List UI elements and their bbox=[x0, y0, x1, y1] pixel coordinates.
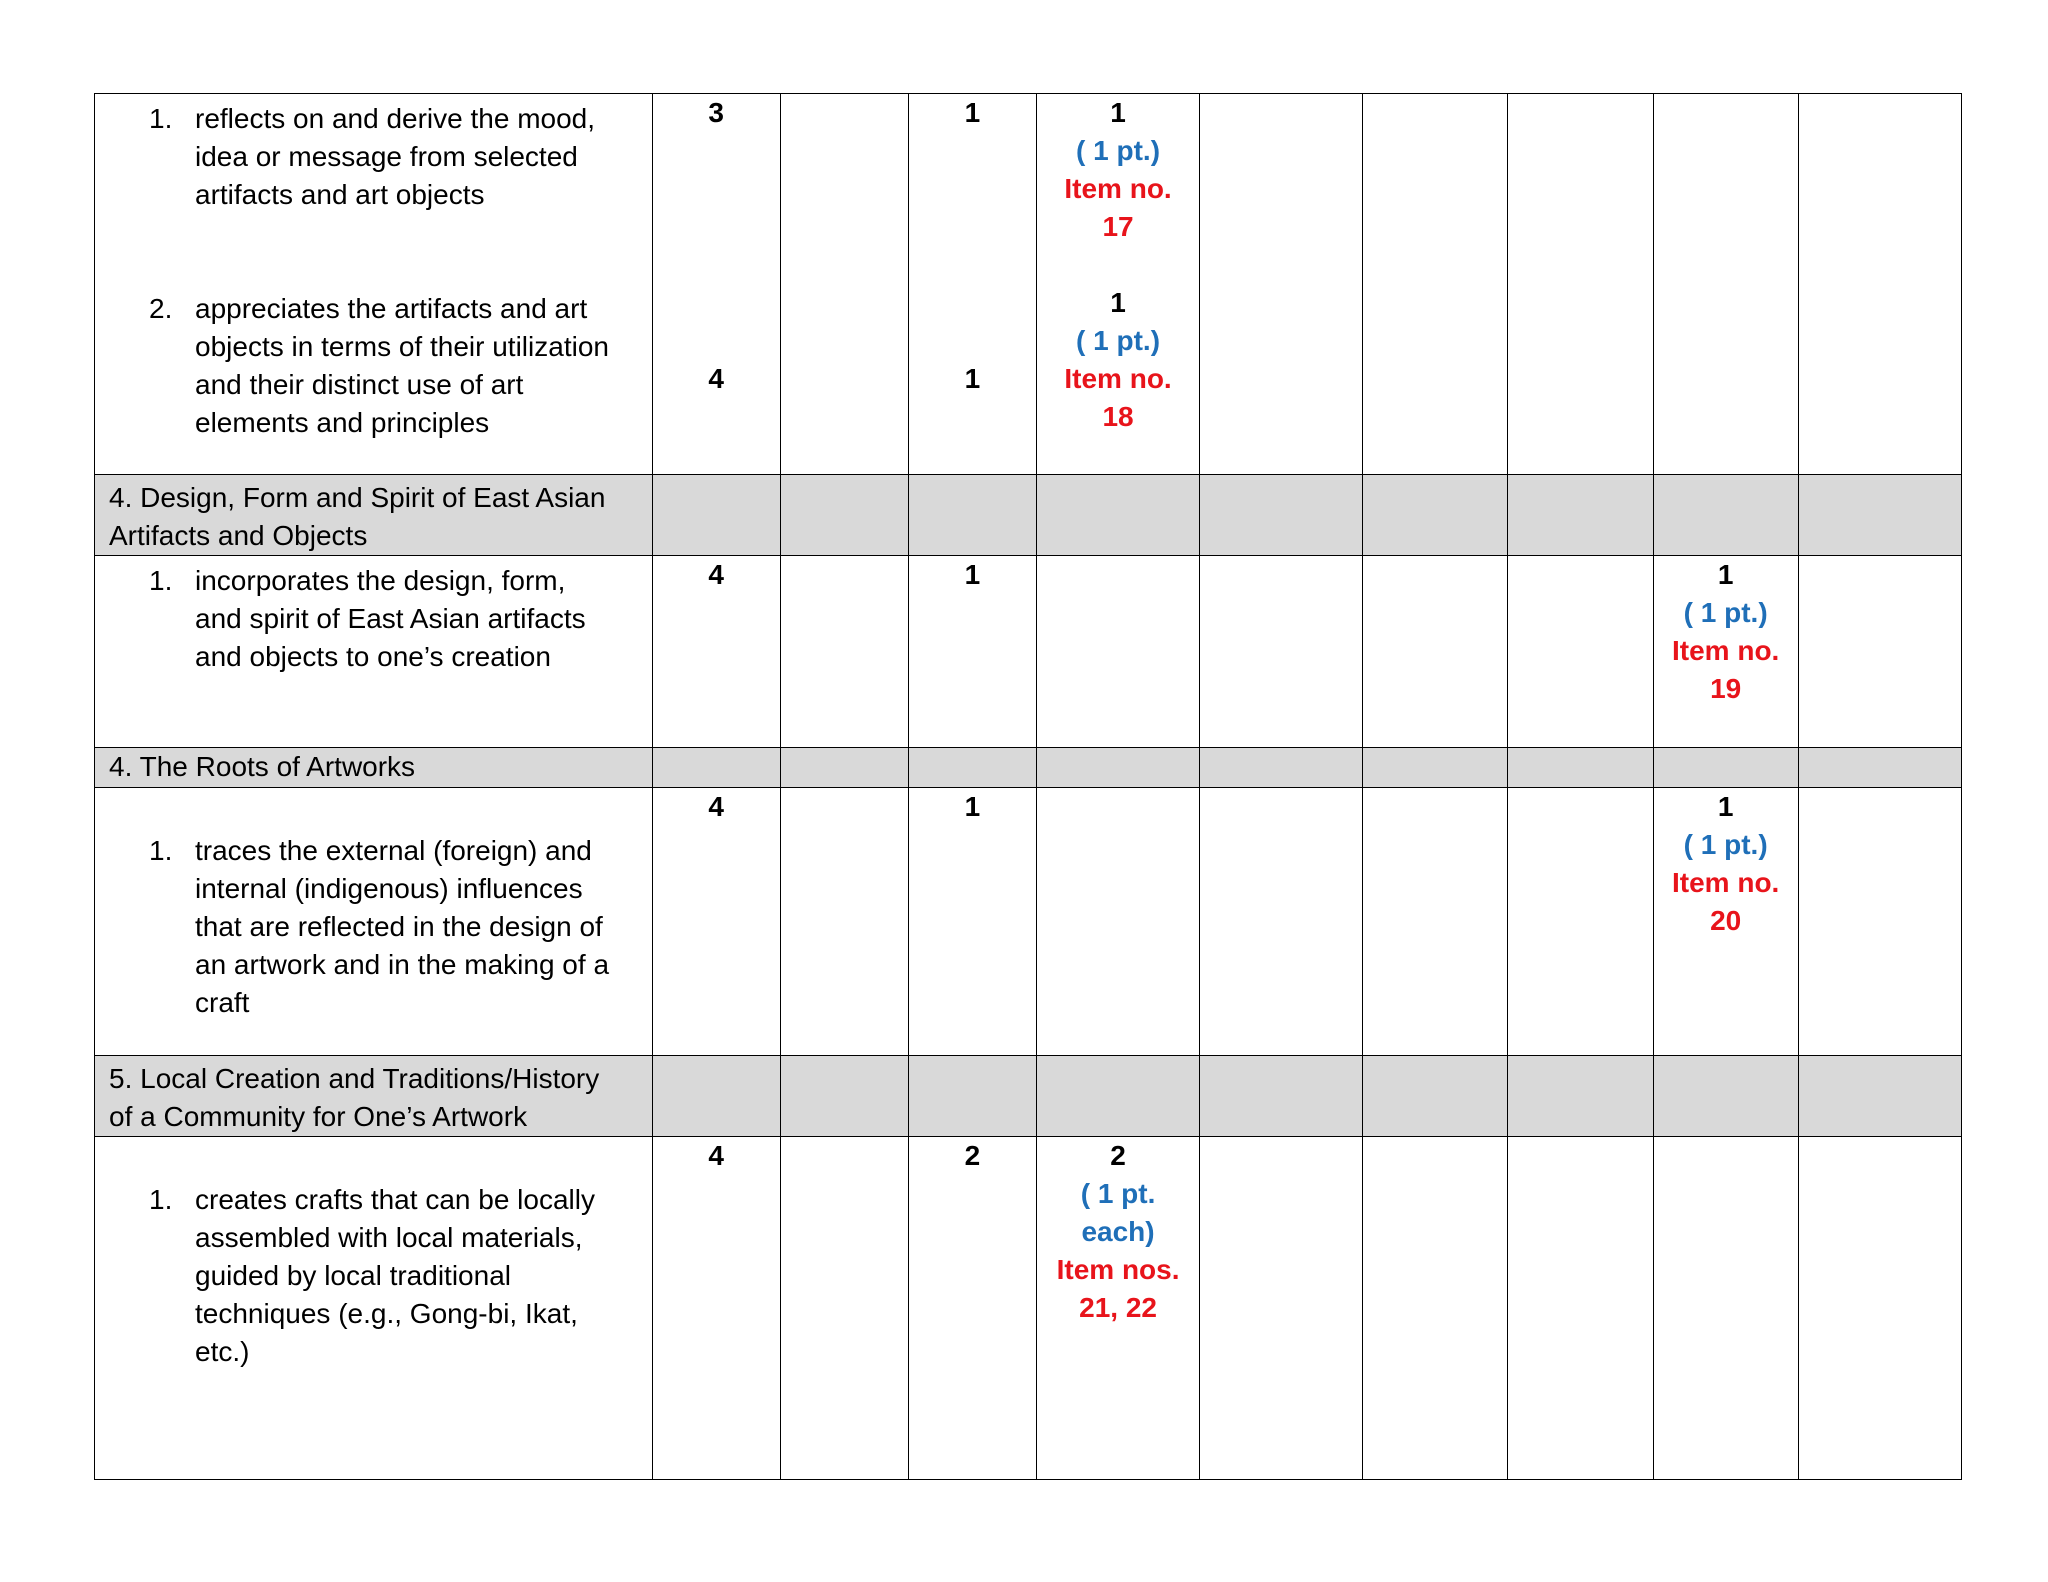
points-value: ( 1 pt. bbox=[1080, 1178, 1156, 1209]
section-row bbox=[95, 748, 1962, 788]
empty-cell bbox=[1363, 1056, 1508, 1137]
competency-line: elements and principles bbox=[195, 407, 490, 438]
empty-cell bbox=[1653, 94, 1798, 475]
items-value: 2 bbox=[964, 1140, 981, 1171]
empty-cell bbox=[1200, 475, 1363, 556]
list-item bbox=[95, 94, 652, 214]
items-value: 1 bbox=[964, 97, 981, 128]
item-label: Item no. bbox=[1064, 363, 1172, 394]
item-number: 1. bbox=[149, 1184, 173, 1215]
empty-cell bbox=[780, 1137, 908, 1480]
item-number: 1. bbox=[149, 565, 173, 596]
competency-line: and their distinct use of art bbox=[195, 369, 524, 400]
section-title-line: of a Community for One’s Artwork bbox=[109, 1101, 528, 1132]
section-title-line: 4. Design, Form and Spirit of East Asian bbox=[109, 482, 606, 513]
competency-line: objects in terms of their utilization bbox=[195, 331, 609, 362]
empty-cell bbox=[1798, 1137, 1961, 1480]
days-cell bbox=[652, 94, 780, 475]
competency-line: guided by local traditional bbox=[195, 1260, 511, 1291]
empty-cell bbox=[1653, 1056, 1798, 1137]
competency-line: etc.) bbox=[195, 1336, 250, 1367]
table-of-specifications bbox=[94, 93, 1962, 1480]
section-title-cell bbox=[95, 1056, 653, 1137]
empty-cell bbox=[1200, 556, 1363, 748]
items-value: 1 bbox=[964, 791, 981, 822]
item-number: 1. bbox=[149, 835, 173, 866]
days-value: 4 bbox=[708, 559, 724, 590]
remembering-cell bbox=[1036, 94, 1199, 475]
competency-line: appreciates the artifacts and art bbox=[195, 293, 588, 324]
days-value: 4 bbox=[708, 363, 724, 394]
item-label: Item no. bbox=[1064, 173, 1172, 204]
item-number: 1. bbox=[149, 103, 173, 134]
competency-line: craft bbox=[195, 987, 250, 1018]
empty-cell bbox=[1508, 1056, 1653, 1137]
empty-cell bbox=[1200, 748, 1363, 788]
creating-cell bbox=[1653, 788, 1798, 1056]
empty-cell bbox=[1200, 788, 1363, 1056]
empty-cell bbox=[1508, 748, 1653, 788]
empty-cell bbox=[908, 475, 1036, 556]
days-value: 3 bbox=[708, 97, 724, 128]
items-cell bbox=[908, 556, 1036, 748]
empty-cell bbox=[1508, 788, 1653, 1056]
points-value: ( 1 pt.) bbox=[1076, 325, 1161, 356]
competency-cell bbox=[95, 788, 653, 1056]
empty-cell bbox=[780, 94, 908, 475]
items-value: 1 bbox=[964, 559, 981, 590]
section-title-line: Artifacts and Objects bbox=[109, 520, 368, 551]
days-cell bbox=[652, 788, 780, 1056]
count-value: 1 bbox=[1717, 791, 1734, 822]
competency-line: and spirit of East Asian artifacts bbox=[195, 603, 586, 634]
item-label: Item no. bbox=[1671, 635, 1780, 666]
empty-cell bbox=[652, 475, 780, 556]
empty-cell bbox=[1363, 94, 1508, 475]
points-value: ( 1 pt.) bbox=[1683, 597, 1768, 628]
competency-line: assembled with local materials, bbox=[195, 1222, 583, 1253]
item-numbers: 20 bbox=[1710, 905, 1742, 936]
items-cell bbox=[908, 1137, 1036, 1480]
competency-cell bbox=[95, 1137, 653, 1480]
empty-cell bbox=[1363, 748, 1508, 788]
days-value: 4 bbox=[708, 1140, 724, 1171]
empty-cell bbox=[1036, 1056, 1199, 1137]
competency-line: internal (indigenous) influences bbox=[195, 873, 583, 904]
days-cell bbox=[652, 1137, 780, 1480]
item-numbers: 18 bbox=[1102, 401, 1134, 432]
empty-cell bbox=[1036, 788, 1199, 1056]
days-value: 4 bbox=[708, 791, 724, 822]
empty-cell bbox=[1653, 475, 1798, 556]
empty-cell bbox=[1798, 788, 1961, 1056]
table-row bbox=[95, 94, 1962, 475]
section-row bbox=[95, 1056, 1962, 1137]
empty-cell bbox=[652, 1056, 780, 1137]
remembering-cell bbox=[1036, 1137, 1199, 1480]
competency-line: artifacts and art objects bbox=[195, 179, 485, 210]
competency-line: and objects to one’s creation bbox=[195, 641, 551, 672]
empty-cell bbox=[908, 1056, 1036, 1137]
empty-cell bbox=[1036, 748, 1199, 788]
empty-cell bbox=[1036, 475, 1199, 556]
competency-line: reflects on and derive the mood, bbox=[195, 103, 596, 134]
items-value: 1 bbox=[964, 363, 981, 394]
points-value: ( 1 pt.) bbox=[1683, 829, 1768, 860]
empty-cell bbox=[1508, 94, 1653, 475]
section-title-cell bbox=[95, 748, 653, 788]
points-value: ( 1 pt.) bbox=[1076, 135, 1161, 166]
competency-line: techniques (e.g., Gong-bi, Ikat, bbox=[195, 1298, 578, 1329]
competency-cell bbox=[95, 556, 653, 748]
empty-cell bbox=[1798, 1056, 1961, 1137]
competency-line: creates crafts that can be locally bbox=[195, 1184, 595, 1215]
item-numbers: 21, 22 bbox=[1079, 1292, 1157, 1323]
section-row bbox=[95, 475, 1962, 556]
empty-cell bbox=[1508, 556, 1653, 748]
empty-cell bbox=[780, 1056, 908, 1137]
empty-cell bbox=[652, 748, 780, 788]
empty-cell bbox=[1363, 475, 1508, 556]
empty-cell bbox=[1798, 475, 1961, 556]
competency-line: an artwork and in the making of a bbox=[195, 949, 610, 980]
competency-line: traces the external (foreign) and bbox=[195, 835, 592, 866]
items-cell bbox=[908, 788, 1036, 1056]
competency-line: incorporates the design, form, bbox=[195, 565, 566, 596]
list-item bbox=[95, 788, 652, 1022]
empty-cell bbox=[1200, 94, 1363, 475]
empty-cell bbox=[1653, 748, 1798, 788]
creating-cell bbox=[1653, 556, 1798, 748]
item-label: Item no. bbox=[1671, 867, 1780, 898]
section-title-line: 4. The Roots of Artworks bbox=[109, 751, 416, 782]
item-numbers: 19 bbox=[1710, 673, 1742, 704]
empty-cell bbox=[780, 748, 908, 788]
competency-line: idea or message from selected bbox=[195, 141, 578, 172]
empty-cell bbox=[1200, 1137, 1363, 1480]
count-value: 1 bbox=[1110, 97, 1126, 128]
item-label: Item nos. bbox=[1056, 1254, 1180, 1285]
empty-cell bbox=[1036, 556, 1199, 748]
empty-cell bbox=[1798, 94, 1961, 475]
empty-cell bbox=[1200, 1056, 1363, 1137]
competency-line: that are reflected in the design of bbox=[195, 911, 603, 942]
empty-cell bbox=[780, 556, 908, 748]
count-value: 1 bbox=[1110, 287, 1126, 318]
points-value: each) bbox=[1081, 1216, 1155, 1247]
empty-cell bbox=[1363, 556, 1508, 748]
competency-cell bbox=[95, 94, 653, 475]
count-value: 1 bbox=[1717, 559, 1734, 590]
empty-cell bbox=[1653, 1137, 1798, 1480]
items-cell bbox=[908, 94, 1036, 475]
days-cell bbox=[652, 556, 780, 748]
empty-cell bbox=[1798, 748, 1961, 788]
section-title-line: 5. Local Creation and Traditions/History bbox=[109, 1063, 600, 1094]
count-value: 2 bbox=[1110, 1140, 1126, 1171]
table-row bbox=[95, 1137, 1962, 1480]
list-item bbox=[95, 1137, 652, 1371]
list-item bbox=[95, 556, 652, 676]
empty-cell bbox=[1508, 475, 1653, 556]
list-item bbox=[95, 290, 652, 442]
item-numbers: 17 bbox=[1102, 211, 1134, 242]
table-row bbox=[95, 556, 1962, 748]
item-number: 2. bbox=[149, 293, 173, 324]
empty-cell bbox=[908, 748, 1036, 788]
table-row bbox=[95, 788, 1962, 1056]
empty-cell bbox=[780, 475, 908, 556]
empty-cell bbox=[1363, 1137, 1508, 1480]
empty-cell bbox=[1363, 788, 1508, 1056]
empty-cell bbox=[1798, 556, 1961, 748]
empty-cell bbox=[1508, 1137, 1653, 1480]
section-title-cell bbox=[95, 475, 653, 556]
empty-cell bbox=[780, 788, 908, 1056]
